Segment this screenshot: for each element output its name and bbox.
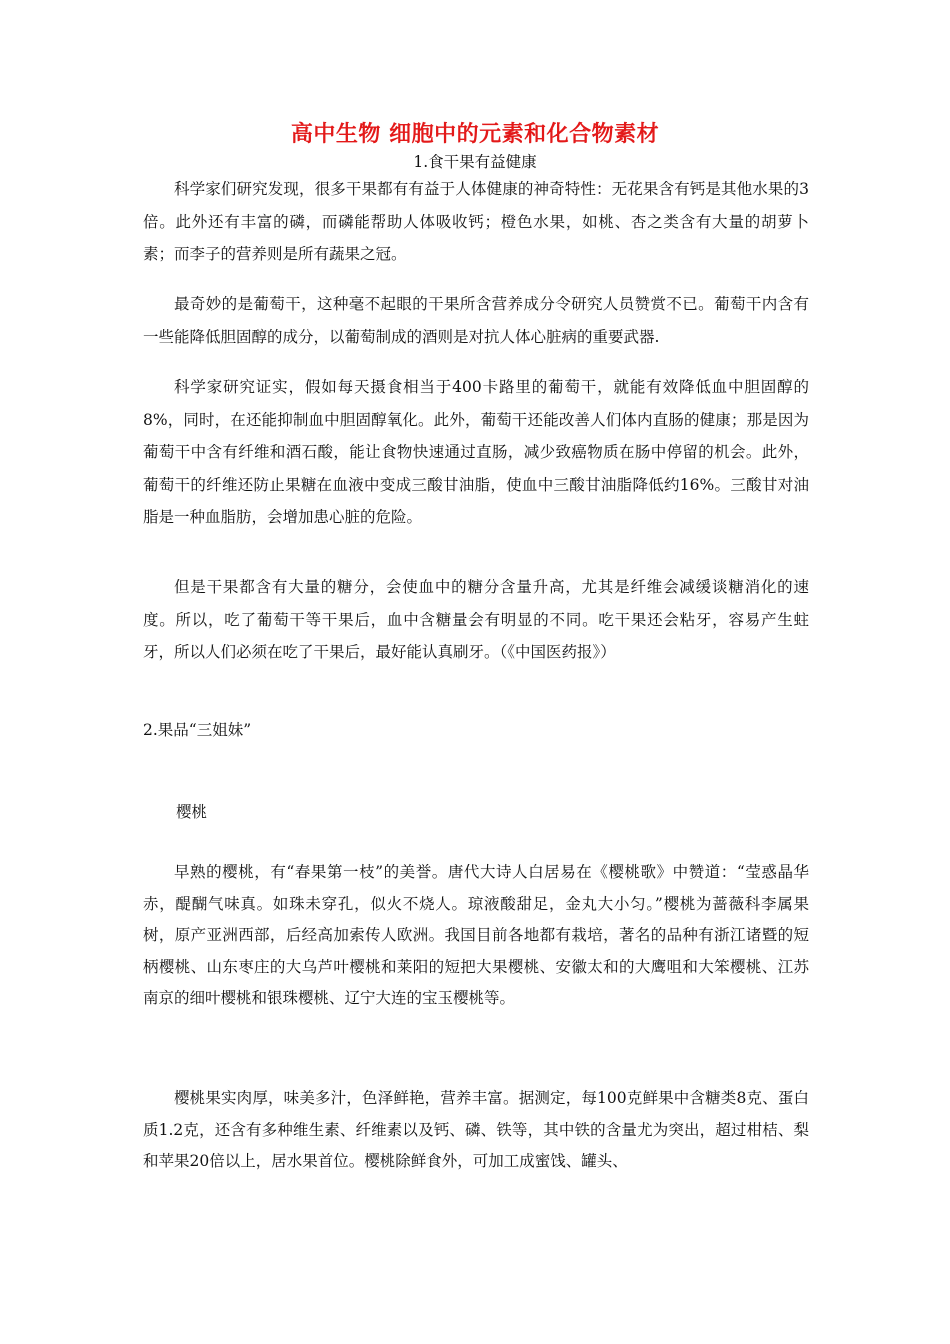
section-1-heading: 1.食干果有益健康 [413, 153, 537, 171]
section-1-paragraph-3: 科学家研究证实，假如每天摄食相当于400卡路里的葡萄干，就能有效降低血中胆固醇的8%，同时，在还能抑制血中胆固醇氧化。此外，葡萄干还能改善人们体内直肠的健康；那是因为葡萄干中含有纤维和酒石酸，能让食物快速通过直肠，减少致癌物质在肠中停留的机会。此外，葡萄干的纤维还防止果糖在血液中变成三酸甘油脂，使血中三酸甘油脂降低约16%。三酸甘对油脂是一种血脂肪，会增加患心脏的危险。 [143, 378, 809, 526]
section-1-paragraph-4: 但是干果都含有大量的糖分，会使血中的糖分含量升高，尤其是纤维会减缓谈糖消化的速度。所以，吃了葡萄干等干果后，血中含糖量会有明显的不同。吃干果还会粘牙，容易产生蛀牙，所以人们必须在吃了干果后，最好能认真刷牙。（《中国医药报》） [143, 578, 809, 661]
section-1-paragraph-1: 科学家们研究发现，很多干果都有有益于人体健康的神奇特性：无花果含有钙是其他水果的3倍。此外还有丰富的磷，而磷能帮助人体吸收钙；橙色水果，如桃、杏之类含有大量的胡萝卜素；而李子的营养则是所有蔬果之冠。 [143, 180, 809, 263]
section-2-subheading-cherry: 樱桃 [176, 803, 208, 821]
section-2-paragraph-1: 早熟的樱桃，有“春果第一枝”的美誉。唐代大诗人白居易在《樱桃歌》中赞道：“莹惑晶华赤，醍醐气味真。如珠未穿孔，似火不烧人。琼液酸甜足，金丸大小匀。”樱桃为蔷薇科李属果树，原产亚洲西部，后经高加索传人欧洲。我国目前各地都有栽培，著名的品种有浙江诸暨的短柄樱桃、山东枣庄的大乌芦叶樱桃和莱阳的短把大果樱桃、安徽太和的大鹰咀和大笨樱桃、江苏南京的细叶樱桃和银珠樱桃、辽宁大连的宝玉樱桃等。 [143, 863, 809, 1007]
document-title: 高中生物 细胞中的元素和化合物素材 [290, 122, 660, 147]
section-2-paragraph-2: 樱桃果实肉厚，味美多汁，色泽鲜艳，营养丰富。据测定，每100克鲜果中含糖类8克、蛋白质1.2克，还含有多种维生素、纤维素以及钙、磷、铁等，其中铁的含量尤为突出，超过柑桔、梨和苹果20倍以上，居水果首位。樱桃除鲜食外，可加工成蜜饯、罐头、 [143, 1089, 809, 1170]
section-1-paragraph-2: 最奇妙的是葡萄干，这种毫不起眼的干果所含营养成分令研究人员赞赏不已。葡萄干内含有一些能降低胆固醇的成分，以葡萄制成的酒则是对抗人体心脏病的重要武器. [143, 295, 809, 346]
section-2-heading: 2.果品“三姐妹” [143, 721, 252, 739]
